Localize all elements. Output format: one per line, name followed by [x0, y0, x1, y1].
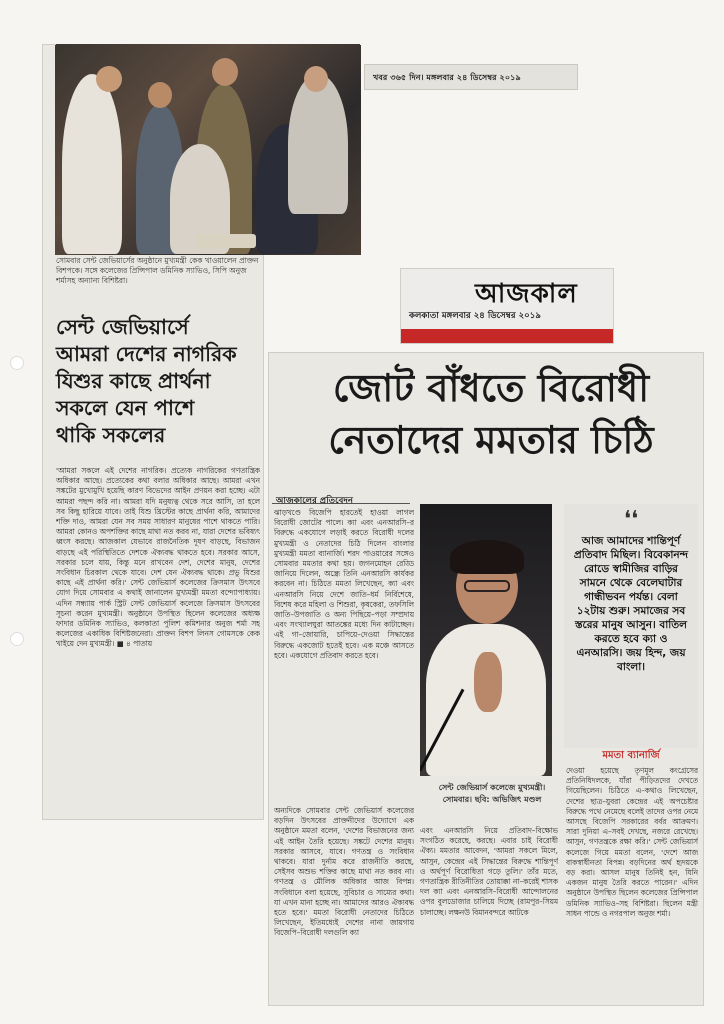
left-headline-line5: থাকি সকলের: [56, 423, 166, 447]
quote-text: আজ আমাদের শান্তিপূর্ণ প্রতিবাদ মিছিল। বিবেকানন্দ রোডে স্বামীজির বাড়ির সামনে থেকে বেলেঘাটার গান্ধীভবন পর্যন্ত। বেলা ১২টায় শুরু। সমাজের সব স্তরের মানুষ আসুন। বাতিল করতে হবে ক্যা ও এনআরসি। জয় হিন্দ, জয় বাংলা।: [573, 535, 689, 673]
main-col1-bottom: অন্যদিকে সোমবার সেন্ট জেভিয়ার্স কলেজের বড়দিন উৎসবের প্রাক্তনীদের উদ্যোগে এক অনুষ্ঠানে মমতা বলেন, 'দেশের বিভাজনের জন্য এই আইন তৈরি হয়েছে। সঙ্কটে দেশের মানুষ। সরকার আসবে, যাবে। গণতন্ত্র ও সংবিধান থাকবে। যারা দুর্নাম করে রাজনীতি করছে, সেইসব অশুভ শক্তির কাছে মাথা নত করব না। গণতন্ত্র ও মৌলিক অধিকার আজ বিপন্ন। সংবিধানে বলা হয়েছে, সুবিচার ও সাম্যের কথা। যা এখন মানা হচ্ছে না। আমাদের আরও ঐক্যবদ্ধ হতে হবে।' মমতা বিরোধী নেতাদের চিঠিতে লিখেছেন, ইতিমধ্যেই দেশের নানা জায়গায় বিজেপি–বিরোধী দলগুলি ক্যা: [274, 806, 414, 938]
punch-hole-top: [10, 356, 24, 370]
quote-mark-icon: ❛❛: [623, 507, 639, 532]
left-headline: [56, 314, 262, 449]
quote-signature: মমতা ব্যানার্জি: [602, 750, 660, 761]
left-headline-line3: যিশুর কাছে প্রার্থনা: [56, 369, 211, 393]
main-headline-line2: নেতাদের মমতার চিঠি: [328, 417, 654, 462]
mamata-photo: [420, 504, 552, 776]
left-photo-caption: সোমবার সেন্ট জেভিয়ার্সের অনুষ্ঠানে মুখ্যমন্ত্রী কেক খাওয়ালেন প্রাক্তন বিশপকে। সঙ্গে কলেজের প্রিন্সিপাল ডমিনিক স্যাভিও, সিপি অনুজ শর্মাসহ অন্যান্য বিশিষ্টরা।: [56, 256, 259, 285]
left-headline-line1: সেন্ট জেভিয়ার্সে: [56, 315, 189, 339]
masthead-logo: আজকাল: [475, 279, 578, 309]
main-col2-bottom: এবং এনআরসি নিয়ে প্রতিবাদ–বিক্ষোভ সংগঠিত করেছে, করছে। এবার চাই বিরোধী ঐক্য। মমতার আবেদন, 'আমরা সকলে মিলে, আসুন, কেন্দ্রের এই সিদ্ধান্তের বিরুদ্ধে শান্তিপূর্ণ ও অর্থপূর্ণ বিরোধিতা গড়ে তুলি।' তাঁর মতে, গণতান্ত্রিক রীতিনীতির তোয়াক্কা না–করেই শাসক দল ক্যা এবং এনআরসি–বিরোধী আন্দোলনের ওপর বুলডোজার চালিয়ে দিচ্ছে (রামপুর–সিয়ম চালাচ্ছে। লক্ষনউ বিমানবন্দরে আটকে: [420, 826, 558, 917]
main-col3-bottom: দেওয়া হয়েছে তৃণমূল কংগ্রেসের প্রতিনিধিদলকে, যাঁরা পীড়িতদের দেখতে গিয়েছিলেন। চিঠিতে এ–কথাও লিখেছেন, দেশের ছাত্র–যুবরা কেন্দ্রের এই অপচেষ্টার বিরুদ্ধে পথে নেমেছে বলেই তাদের ওপর নেমে আসছে বিজেপি সরকারের বর্বর আক্রমণ। সারা দুনিয়া এ–সবই দেখছে, নজরে রেখেছে। আসুন, গণতন্ত্রকে রক্ষা করি।' সেন্ট জেভিয়ার্স কলেজে গিয়ে মমতা বলেন, 'দেশে আজ বাকস্বাধীনতা বিপন্ন। বড়দিনের অর্থ হৃদয়কে বড় করা। আসল মানুষ তিনিই হন, যিনি একজন মানুষ তৈরি করতে পারেন।' এদিন অনুষ্ঠানে উপস্থিত ছিলেন কলেজের প্রিন্সিপাল ডমিনিক স্যাভিও–সহ বিশিষ্টরা। ছিলেন মন্ত্রী সাধন পান্ডে ও নগরপাল অনুজ শর্মা।: [566, 766, 698, 918]
main-headline-line1: জোট বাঁধতে বিরোধী: [332, 365, 650, 410]
main-headline: [284, 362, 698, 466]
left-headline-line4: সকলে যেন পাশে: [56, 396, 195, 420]
top-date-strip-text: খবর ৩৬৫ দিন। মঙ্গলবার ২৪ ডিসেম্বর ২০১৯: [373, 72, 521, 82]
quote-box: [564, 504, 698, 748]
punch-hole-bottom: [10, 632, 24, 646]
masthead-box: [400, 268, 614, 344]
main-col1-top: ঝাড়খণ্ডে বিজেপি হারতেই হাওয়া লাগল বিরোধী জোটের পালে। ক্যা এবং এনআরসি–র বিরুদ্ধে একযোগে লড়াই করতে বিরোধী দলের মুখ্যমন্ত্রী ও নেতাদের চিঠি দিলেন বাংলার মুখ্যমন্ত্রী মমতা ব্যানার্জি। শরদ পাওয়ারের সঙ্গেও সোমবার মমতার কথা হয়। জগনমোহন রেড্ডি জানিয়ে দিলেন, অন্ধ্রে তিনি এনআরসি কার্যকর করবেন না। চিঠিতে মমতা লিখেছেন, ক্যা এবং এনআরসি নিয়ে দেশে জাতি–ধর্ম নির্বিশেষে, বিশেষ করে মহিলা ও শিশুরা, কৃষকেরা, তফসিলি জাতি–উপজাতি ও অন্য পিছিয়ে–পড়া সম্প্রদায় এবং সংখ্যালঘুরা আতঙ্কের মধ্যে দিন কাটাচ্ছেন। এই গা–জোয়ারি, চাপিয়ে–দেওয়া সিদ্ধান্তের বিরুদ্ধে একজোট হতেই হবে। এক মঞ্চে আসতে হবে। একযোগে প্রতিবাদ করতে হবে।: [274, 508, 414, 660]
main-photo-caption: সেন্ট জেভিয়ার্স কলেজে মুখ্যমন্ত্রী। সোমবার। ছবি: অভিজিৎ মণ্ডল: [438, 783, 546, 804]
masthead-dateline: কলকাতা মঙ্গলবার ২৪ ডিসেম্বর ২০১৯: [409, 311, 541, 321]
left-body-text: 'আমরা সকলে এই দেশের নাগরিক। প্রত্যেক নাগরিকের গণতান্ত্রিক অধিকার আছে। প্রত্যেকের কথা বলার অধিকার আছে। আমরা এখন সঙ্কটের মুখোমুখি হয়েছি কারণ বিভেদের আইন প্রণয়ন করা হচ্ছে। এটা আমরা পছন্দ করি না। আমরা যদি মনুষ্যত্ব থেকে সরে আসি, তা হলে সব কিছু হারিয়ে যাবে। তাই যিশু খ্রিস্টের কাছে প্রার্থনা করি, আমাদের শক্তি দাও, আমরা যেন সব সময় সাধারণ মানুষের পাশে থাকতে পারি। আমরা কোনও অপশক্তির কাছে মাথা নত করব না, যারা দেশের ভবিষ্যৎ ধ্বংস করছে। আজকাল যেভাবে রাজনৈতিক দূষণ বাড়ছে, বিভাজন বাড়ছে এই পরিস্থিতিতে দেশকে ঐক্যবদ্ধ থাকতে হবে। সরকার আসে, সরকার চলে যায়, কিন্তু মনে রাখবেন দেশ, দেশের মানুষ, দেশের সংবিধান চিরকাল থেকে যাবে। দেশ যেন ঐক্যবদ্ধ থাকে। প্রভু যিশুর কাছে এই প্রার্থনা করি।' সেন্ট জেভিয়ার্স কলেজের ক্রিসমাস উৎসবে যোগ দিয়ে সোমবার এ কথাই জানালেন মুখ্যমন্ত্রী মমতা বন্দ্যোপাধ্যায়। এদিন সন্ধ্যায় পার্ক স্ট্রিট সেন্ট জেভিয়ার্স কলেজে ক্রিসমাস উৎসবের সূচনা করেন মুখ্যমন্ত্রী। অনুষ্ঠানে উপস্থিত ছিলেন কলেজের অধ্যক্ষ ফাদার ডমিনিক স্যাভিও, কলকাতা পুলিশ কমিশনার অনুজ শর্মা সহ কলেজের একাধিক বিশিষ্টজনেরা। প্রাক্তন বিশপ লিনস গোমসকে কেক খাইয়ে দেন মুখ্যমন্ত্রী। ■ ৪ পাতায়: [56, 466, 260, 649]
christmas-event-photo: [56, 44, 360, 254]
byline-text: আজকালের প্রতিবেদন: [276, 496, 353, 506]
byline: [272, 488, 410, 504]
top-date-strip: [364, 64, 578, 90]
left-headline-line2: আমরা দেশের নাগরিক: [56, 342, 237, 366]
masthead-red-bar: [401, 329, 613, 343]
